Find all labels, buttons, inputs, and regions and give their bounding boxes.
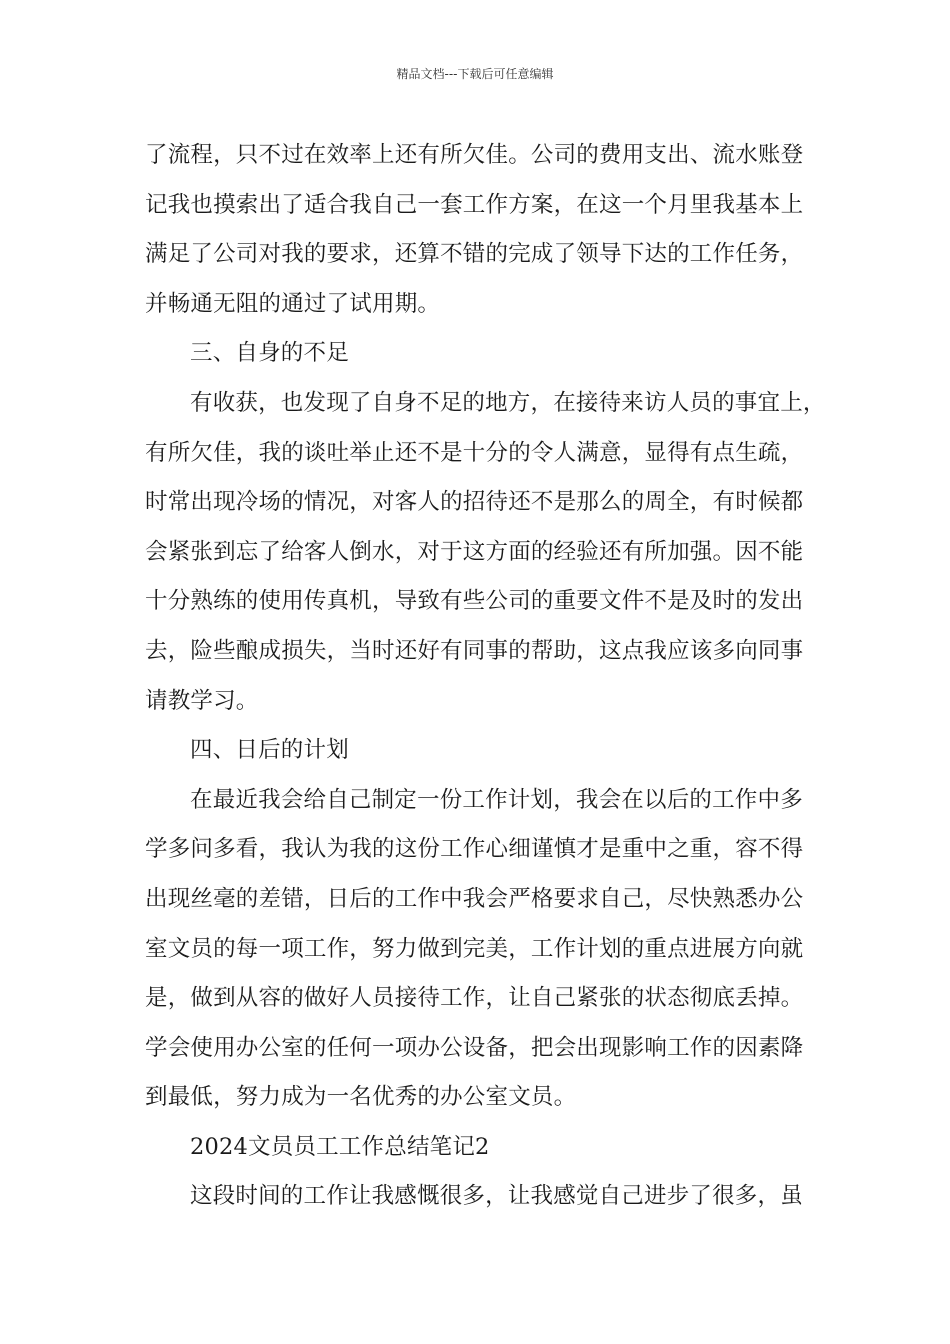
paragraph-line: 室文员的每一项工作，努力做到完美，工作计划的重点进展方向就: [145, 935, 804, 962]
paragraph-line: 学多问多看，我认为我的这份工作心细谨慎才是重中之重，容不得: [145, 836, 804, 863]
paragraph-line: 有所欠佳，我的谈吐举止还不是十分的令人满意，显得有点生疏，: [145, 439, 804, 466]
paragraph-line: 请教学习。: [145, 687, 259, 714]
paragraph-line: 是，做到从容的做好人员接待工作，让自己紧张的状态彻底丢掉。: [145, 985, 804, 1012]
page-header: 精品文档---下载后可任意编辑: [396, 67, 554, 81]
paragraph-line: 时常出现冷场的情况，对客人的招待还不是那么的周全，有时候都: [145, 489, 804, 516]
paragraph-line: 了流程，只不过在效率上还有所欠佳。公司的费用支出、流水账登: [145, 142, 804, 168]
paragraph-line: 十分熟练的使用传真机，导致有些公司的重要文件不是及时的发出: [145, 588, 804, 615]
paragraph-line: 会紧张到忘了给客人倒水，对于这方面的经验还有所加强。因不能: [145, 538, 804, 565]
paragraph-line: 去，险些酿成损失，当时还好有同事的帮助，这点我应该多向同事: [145, 637, 804, 664]
paragraph-line: 在最近我会给自己制定一份工作计划，我会在以后的工作中多: [190, 786, 803, 813]
paragraph-line: 出现丝毫的差错，日后的工作中我会严格要求自己，尽快熟悉办公: [145, 885, 804, 912]
document-body: [145, 131, 826, 1222]
paragraph-line: 并畅通无阻的通过了试用期。: [145, 290, 441, 317]
paragraph-line: 有收获，也发现了自身不足的地方，在接待来访人员的事宜上，: [190, 389, 826, 416]
paragraph-line: 记我也摸索出了适合我自己一套工作方案，在这一个月里我基本上: [145, 191, 804, 218]
section-heading: 2024文员员工工作总结笔记2: [190, 1133, 490, 1160]
paragraph-line: 到最低，努力成为一名优秀的办公室文员。: [145, 1084, 577, 1111]
paragraph-line: 学会使用办公室的任何一项办公设备，把会出现影响工作的因素降: [145, 1034, 804, 1061]
section-heading: 三、自身的不足: [190, 340, 349, 367]
paragraph-line: 这段时间的工作让我感慨很多，让我感觉自己进步了很多，虽: [190, 1183, 803, 1210]
paragraph-line: 满足了公司对我的要求，还算不错的完成了领导下达的工作任务，: [145, 241, 804, 268]
section-heading: 四、日后的计划: [190, 737, 349, 764]
